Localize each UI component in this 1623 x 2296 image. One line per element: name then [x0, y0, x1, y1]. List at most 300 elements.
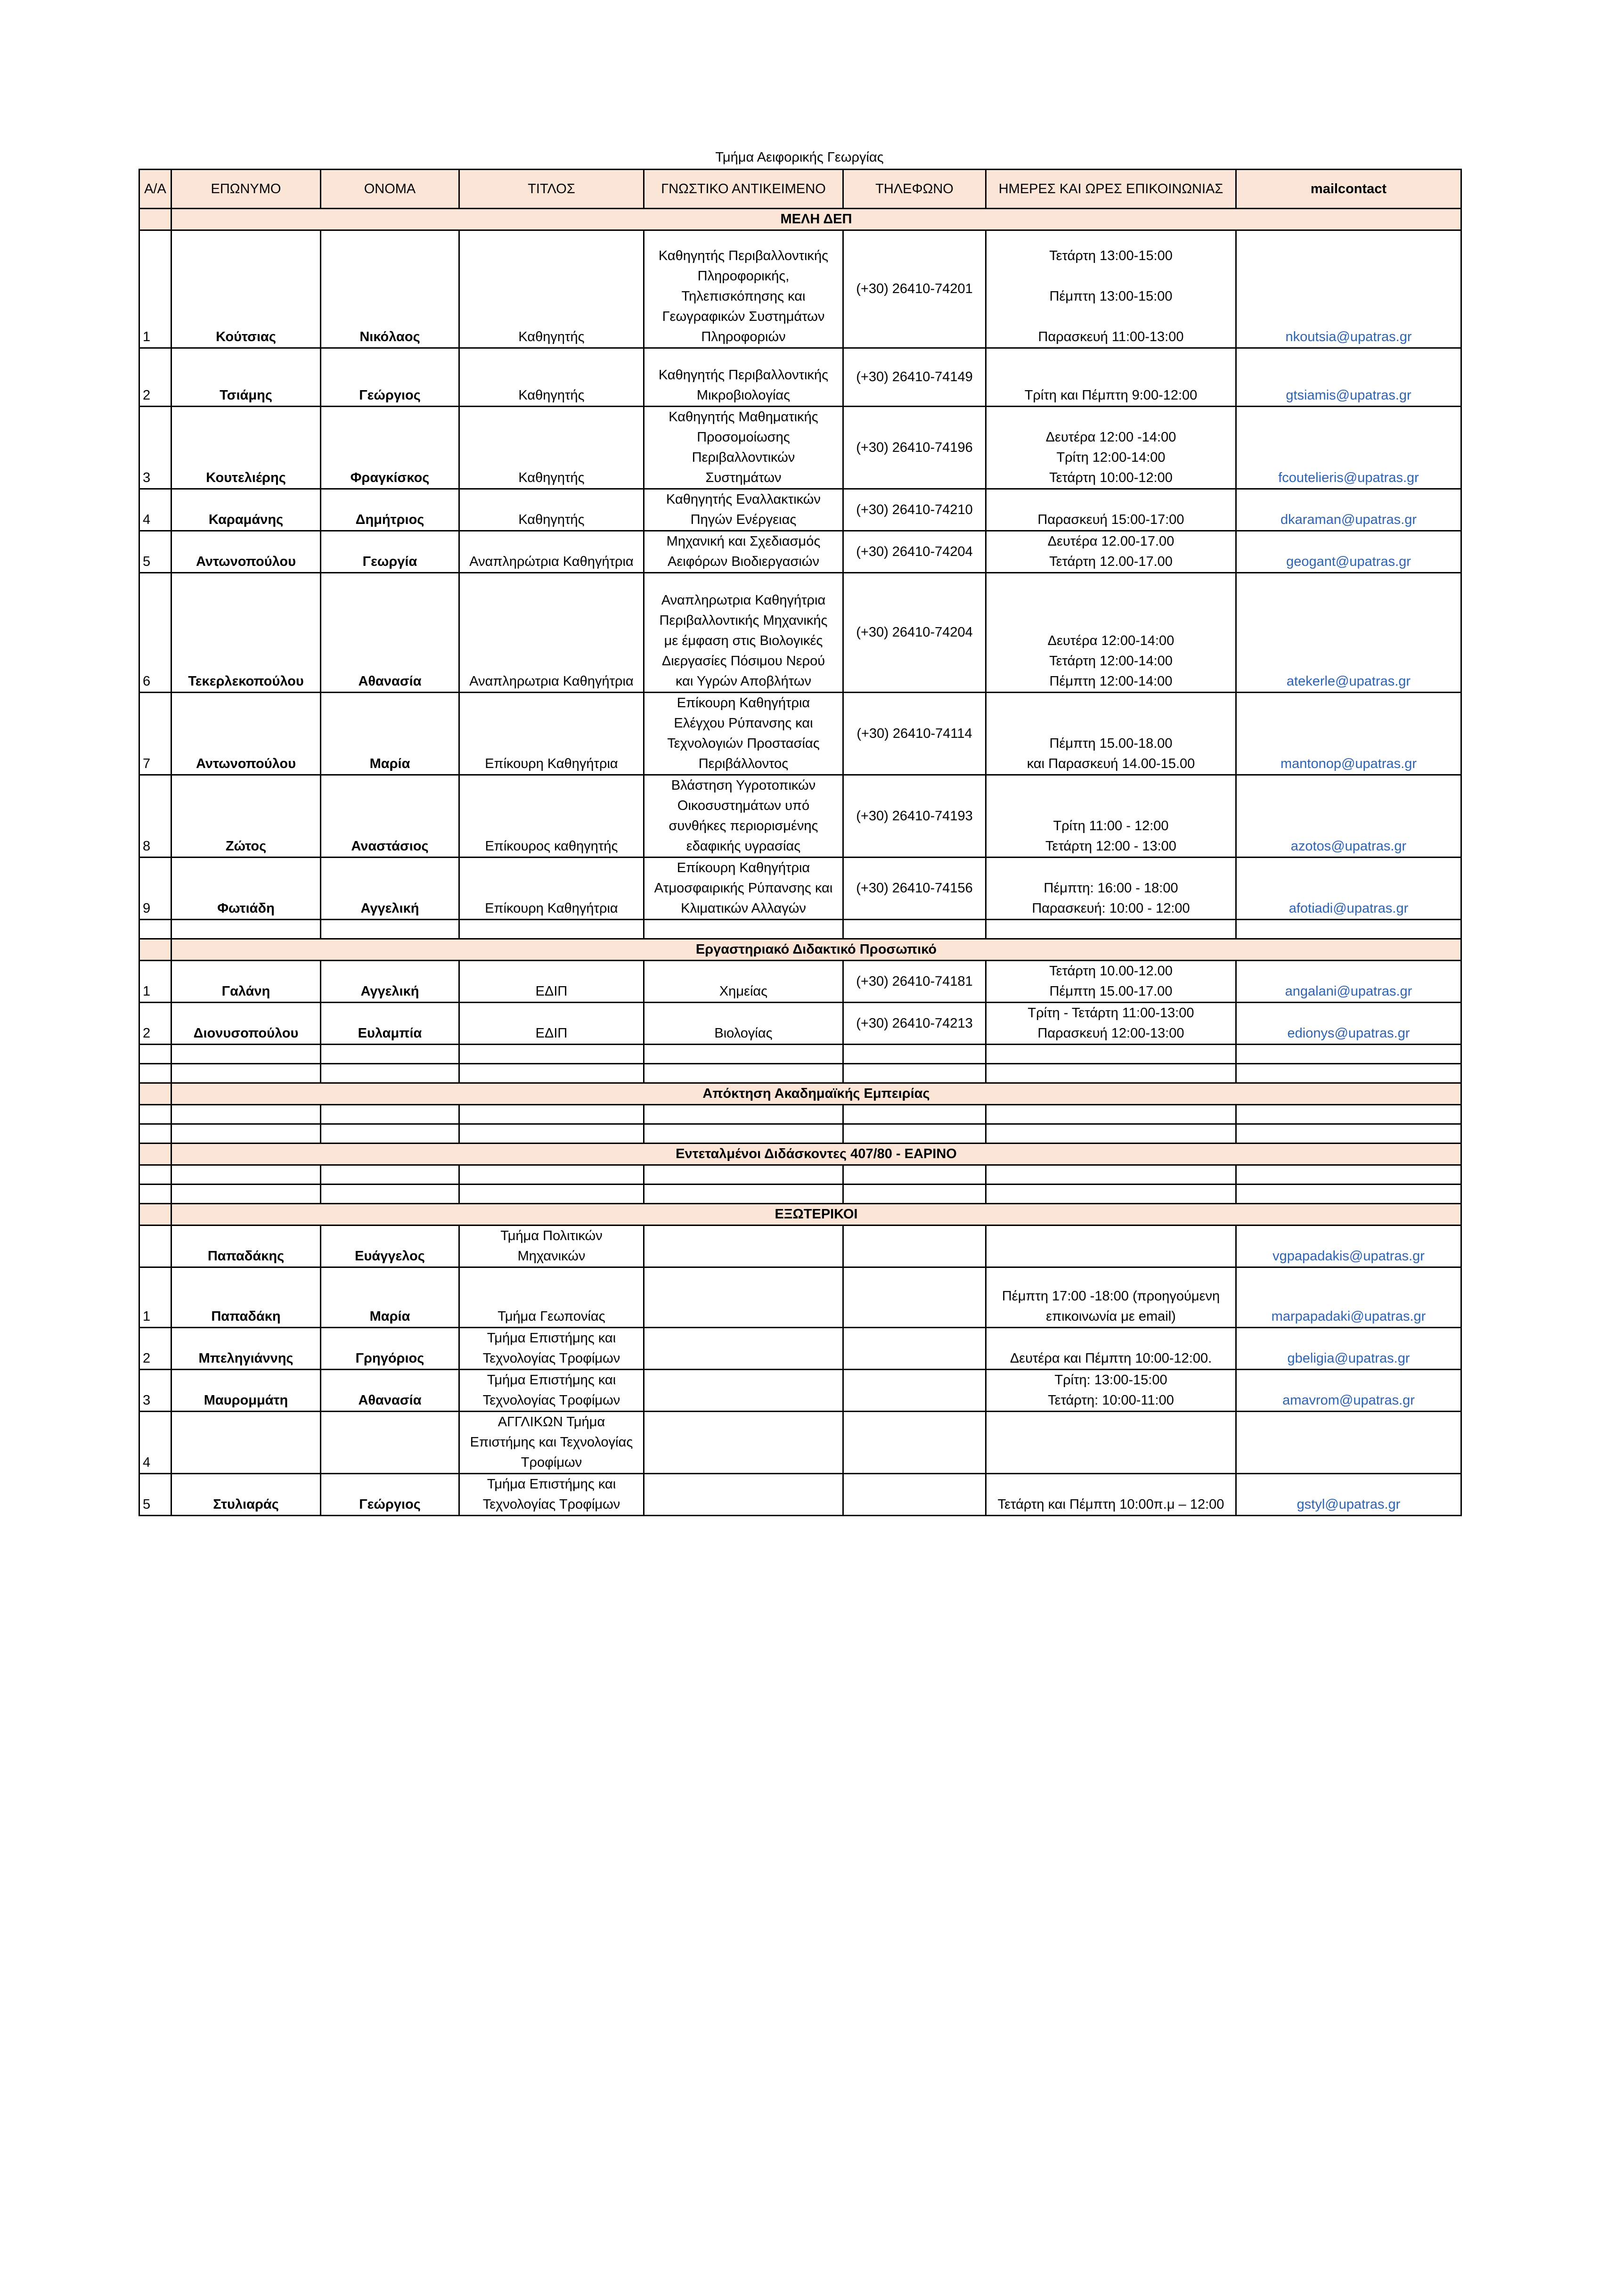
surname-cell — [171, 1412, 321, 1474]
email-link[interactable]: edionys@upatras.gr — [1236, 1003, 1461, 1045]
hours-cell — [986, 531, 1236, 573]
row-number: 3 — [139, 1370, 171, 1412]
table-row — [139, 961, 1461, 1003]
hours-cell — [986, 693, 1236, 775]
empty-cell — [459, 1064, 644, 1083]
table-row — [139, 775, 1461, 858]
subject-cell-line: με έμφαση στις Βιολογικές — [664, 633, 823, 648]
email-link[interactable]: vgpapadakis@upatras.gr — [1236, 1226, 1461, 1267]
subject-cell — [644, 230, 843, 348]
subject-cell-line: Μικροβιολογίας — [696, 388, 791, 403]
empty-cell — [986, 920, 1236, 939]
table-row — [139, 531, 1461, 573]
title-cell: Επίκουρη Καθηγήτρια — [459, 693, 644, 775]
hours-cell — [986, 348, 1236, 407]
subject-cell — [644, 1003, 843, 1045]
subject-cell — [644, 407, 843, 489]
subject-cell — [644, 961, 843, 1003]
surname-cell: Διονυσοπούλου — [171, 1003, 321, 1045]
empty-cell — [139, 920, 171, 939]
section-row — [139, 939, 1461, 961]
row-number: 5 — [139, 1474, 171, 1516]
row-number: 1 — [139, 230, 171, 348]
hours-cell — [986, 489, 1236, 531]
table-row — [139, 1370, 1461, 1412]
empty-cell — [986, 1045, 1236, 1064]
title-cell: ΕΔΙΠ — [459, 1003, 644, 1045]
table-row — [139, 1474, 1461, 1516]
hours-cell-line: Τετάρτη 12:00-14:00 — [1049, 654, 1173, 669]
name-cell: Αγγελική — [321, 858, 459, 920]
hours-cell-line: Τρίτη 11:00 - 12:00 — [1053, 818, 1169, 833]
title-cell-line: Τμήμα Επιστήμης και — [487, 1477, 616, 1492]
row-number: 6 — [139, 573, 171, 693]
phone-cell: (+30) 26410-74210 — [843, 489, 986, 531]
hours-cell — [986, 1370, 1236, 1412]
hours-cell-line: Παρασκευή 12:00-13:00 — [1037, 1026, 1184, 1041]
hours-cell — [986, 1474, 1236, 1516]
subject-cell-line: Ατμοσφαιρικής Ρύπανσης και — [654, 881, 833, 896]
title-cell: Επίκουρη Καθηγήτρια — [459, 858, 644, 920]
section-spacer — [139, 1144, 171, 1165]
empty-cell — [321, 1165, 459, 1185]
name-cell: Δημήτριος — [321, 489, 459, 531]
empty-row — [139, 1105, 1461, 1124]
empty-cell — [139, 1185, 171, 1204]
empty-cell — [321, 1185, 459, 1204]
title-cell — [459, 1226, 644, 1267]
phone-cell: (+30) 26410-74201 — [843, 230, 986, 348]
phone-cell — [843, 1474, 986, 1516]
hours-cell-line: Πέμπτη 15.00-18.00 — [1049, 736, 1173, 751]
hours-cell-line: Τετάρτη 10:00-12:00 — [1049, 470, 1173, 485]
title-cell-line: ΑΓΓΛΙΚΩΝ Τμήμα — [498, 1414, 605, 1430]
email-link[interactable]: geogant@upatras.gr — [1236, 531, 1461, 573]
hours-cell-line: Τρίτη 12:00-14:00 — [1056, 450, 1166, 465]
subject-cell-line: Διεργασίες Πόσιμου Νερού — [661, 654, 825, 669]
subject-cell — [644, 858, 843, 920]
hours-cell-line: Παρασκευή: 10:00 - 12:00 — [1032, 901, 1190, 916]
subject-cell-line: και Υγρών Αποβλήτων — [675, 674, 811, 689]
subject-cell-line: εδαφικής υγρασίας — [686, 839, 801, 854]
empty-cell — [459, 1165, 644, 1185]
title-cell — [459, 1412, 644, 1474]
empty-cell — [321, 920, 459, 939]
table-row — [139, 489, 1461, 531]
hours-cell-line: Πέμπτη 17:00 -18:00 (προηγούμενη — [1002, 1289, 1220, 1304]
surname-cell: Τσιάμης — [171, 348, 321, 407]
email-link[interactable]: fcoutelieris@upatras.gr — [1236, 407, 1461, 489]
empty-cell — [1236, 1105, 1461, 1124]
row-number: 2 — [139, 1003, 171, 1045]
phone-cell: (+30) 26410-74204 — [843, 573, 986, 693]
hours-cell — [986, 1267, 1236, 1328]
row-number: 2 — [139, 1328, 171, 1370]
email-link[interactable]: afotiadi@upatras.gr — [1236, 858, 1461, 920]
section-spacer — [139, 1204, 171, 1226]
surname-cell: Μπεληγιάννης — [171, 1328, 321, 1370]
hours-cell-line: Δευτέρα 12:00-14:00 — [1047, 633, 1174, 648]
subject-cell-line: Προσομοίωσης — [697, 430, 790, 445]
subject-cell-line: Τεχνολογιών Προστασίας — [667, 736, 820, 751]
header-cell: ΟΝΟΜΑ — [321, 170, 459, 209]
empty-cell — [1236, 920, 1461, 939]
empty-cell — [1236, 1165, 1461, 1185]
section-row — [139, 1083, 1461, 1105]
name-cell: Αναστάσιος — [321, 775, 459, 858]
subject-cell-line: Πληροφορικής, — [697, 269, 790, 284]
empty-row — [139, 1064, 1461, 1083]
section-title: Εργαστηριακό Διδακτικό Προσωπικό — [171, 939, 1461, 961]
surname-cell: Παπαδάκη — [171, 1267, 321, 1328]
surname-cell: Γαλάνη — [171, 961, 321, 1003]
title-cell: Επίκουρος καθηγητής — [459, 775, 644, 858]
table-row — [139, 1267, 1461, 1328]
subject-cell — [644, 1474, 843, 1516]
section-spacer — [139, 209, 171, 230]
phone-cell: (+30) 26410-74193 — [843, 775, 986, 858]
section-title: ΕΞΩΤΕΡΙΚΟΙ — [171, 1204, 1461, 1226]
name-cell: Φραγκίσκος — [321, 407, 459, 489]
name-cell — [321, 1412, 459, 1474]
name-cell: Ευλαμπία — [321, 1003, 459, 1045]
empty-cell — [843, 1124, 986, 1144]
subject-cell-line: Κλιματικών Αλλαγών — [681, 901, 806, 916]
empty-cell — [986, 1185, 1236, 1204]
subject-cell — [644, 1267, 843, 1328]
email-link[interactable]: nkoutsia@upatras.gr — [1236, 230, 1461, 348]
row-number — [139, 1226, 171, 1267]
title-cell-line: Τμήμα Πολιτικών — [500, 1228, 603, 1243]
header-cell: ΓΝΩΣΤΙΚΟ ΑΝΤΙΚΕΙΜΕΝΟ — [644, 170, 843, 209]
table-row — [139, 573, 1461, 693]
email-link[interactable]: gbeligia@upatras.gr — [1236, 1328, 1461, 1370]
empty-cell — [139, 1105, 171, 1124]
empty-row — [139, 1124, 1461, 1144]
header-cell: ΕΠΩΝΥΜΟ — [171, 170, 321, 209]
header-cell: ΗΜΕΡΕΣ ΚΑΙ ΩΡΕΣ ΕΠΙΚΟΙΝΩΝΙΑΣ — [986, 170, 1236, 209]
empty-cell — [139, 1165, 171, 1185]
empty-cell — [459, 1185, 644, 1204]
email-link[interactable]: marpapadaki@upatras.gr — [1236, 1267, 1461, 1328]
empty-cell — [843, 1165, 986, 1185]
row-number: 3 — [139, 407, 171, 489]
surname-cell: Στυλιαράς — [171, 1474, 321, 1516]
email-link[interactable]: gstyl@upatras.gr — [1236, 1474, 1461, 1516]
title-cell — [459, 1267, 644, 1328]
section-title: Εντεταλμένοι Διδάσκοντες 407/80 - ΕΑΡΙΝΟ — [171, 1144, 1461, 1165]
title-cell-line: Τμήμα Επιστήμης και — [487, 1373, 616, 1388]
table-row — [139, 407, 1461, 489]
table-row — [139, 1328, 1461, 1370]
surname-cell: Καραμάνης — [171, 489, 321, 531]
empty-cell — [843, 1105, 986, 1124]
subject-cell-line: Μηχανική και Σχεδιασμός — [666, 534, 821, 549]
header-cell: Α/Α — [139, 170, 171, 209]
email-link[interactable]: dkaraman@upatras.gr — [1236, 489, 1461, 531]
name-cell: Αθανασία — [321, 1370, 459, 1412]
title-cell-line: Τεχνολογίας Τροφίμων — [482, 1393, 620, 1408]
title-cell-line: Τμήμα Γεωπονίας — [498, 1309, 605, 1324]
section-spacer — [139, 1083, 171, 1105]
table-row — [139, 348, 1461, 407]
subject-cell-line: Αναπληρωτρια Καθηγήτρια — [661, 593, 826, 608]
hours-cell-line: Δευτέρα 12:00 -14:00 — [1045, 430, 1176, 445]
title-cell — [459, 1474, 644, 1516]
subject-cell-line: Βιολογίας — [714, 1026, 773, 1041]
surname-cell: Μαυρομμάτη — [171, 1370, 321, 1412]
section-row — [139, 1144, 1461, 1165]
phone-cell — [843, 1328, 986, 1370]
email-link — [1236, 1412, 1461, 1474]
empty-cell — [321, 1124, 459, 1144]
hours-cell-line: Τρίτη - Τετάρτη 11:00-13:00 — [1028, 1005, 1194, 1021]
empty-cell — [321, 1045, 459, 1064]
phone-cell: (+30) 26410-74213 — [843, 1003, 986, 1045]
hours-cell-line: και Παρασκευή 14.00-15.00 — [1027, 756, 1195, 771]
title-cell-line: Μηχανικών — [517, 1249, 586, 1264]
surname-cell: Κούτσιας — [171, 230, 321, 348]
title-cell: Καθηγητής — [459, 348, 644, 407]
empty-cell — [459, 1124, 644, 1144]
surname-cell: Παπαδάκης — [171, 1226, 321, 1267]
name-cell: Μαρία — [321, 1267, 459, 1328]
subject-cell-line: Πληροφοριών — [701, 329, 786, 344]
subject-cell-line: Καθηγητής Περιβαλλοντικής — [658, 368, 829, 383]
empty-cell — [843, 1064, 986, 1083]
name-cell: Αγγελική — [321, 961, 459, 1003]
page-title: Τμήμα Αειφορικής Γεωργίας — [715, 150, 884, 165]
hours-cell-line: Παρασκευή 15:00-17:00 — [1037, 512, 1184, 527]
subject-cell-line: Αειφόρων Βιοδιεργασιών — [667, 554, 820, 569]
hours-cell — [986, 775, 1236, 858]
phone-cell: (+30) 26410-74196 — [843, 407, 986, 489]
section-title: Απόκτηση Ακαδημαϊκής Εμπειρίας — [171, 1083, 1461, 1105]
subject-cell — [644, 1226, 843, 1267]
empty-cell — [1236, 1064, 1461, 1083]
subject-cell-line: Επίκουρη Καθηγήτρια — [677, 695, 810, 711]
phone-cell — [843, 1370, 986, 1412]
subject-cell-line: Καθηγητής Περιβαλλοντικής — [658, 248, 829, 263]
empty-row — [139, 920, 1461, 939]
empty-cell — [986, 1165, 1236, 1185]
phone-cell: (+30) 26410-74156 — [843, 858, 986, 920]
phone-cell — [843, 1226, 986, 1267]
title-cell: Καθηγητής — [459, 407, 644, 489]
empty-cell — [171, 1165, 321, 1185]
section-spacer — [139, 939, 171, 961]
empty-cell — [1236, 1124, 1461, 1144]
hours-cell-line: Τρίτη και Πέμπτη 9:00-12:00 — [1024, 388, 1198, 403]
title-cell-line: Τεχνολογίας Τροφίμων — [482, 1497, 620, 1512]
table-row — [139, 230, 1461, 348]
empty-row — [139, 1185, 1461, 1204]
name-cell: Ευάγγελος — [321, 1226, 459, 1267]
hours-cell-line: Τετάρτη 13:00-15:00 — [1049, 248, 1173, 263]
email-link[interactable]: angalani@upatras.gr — [1236, 961, 1461, 1003]
subject-cell-line: Ελέγχου Ρύπανσης και — [674, 716, 813, 731]
empty-cell — [843, 1185, 986, 1204]
empty-row — [139, 1045, 1461, 1064]
empty-cell — [644, 920, 843, 939]
name-cell: Νικόλαος — [321, 230, 459, 348]
empty-cell — [1236, 1185, 1461, 1204]
row-number: 1 — [139, 961, 171, 1003]
phone-cell: (+30) 26410-74114 — [843, 693, 986, 775]
section-title: ΜΕΛΗ ΔΕΠ — [171, 209, 1461, 230]
subject-cell-line: Βλάστηση Υγροτοπικών — [671, 778, 816, 793]
row-number: 8 — [139, 775, 171, 858]
empty-cell — [843, 1045, 986, 1064]
empty-cell — [1236, 1045, 1461, 1064]
empty-cell — [644, 1124, 843, 1144]
hours-cell-line: Δευτέρα και Πέμπτη 10:00-12:00. — [1010, 1351, 1212, 1366]
email-link[interactable]: amavrom@upatras.gr — [1236, 1370, 1461, 1412]
hours-cell — [986, 1412, 1236, 1474]
row-number: 7 — [139, 693, 171, 775]
header-cell: ΤΙΤΛΟΣ — [459, 170, 644, 209]
subject-cell — [644, 1412, 843, 1474]
title-cell — [459, 1370, 644, 1412]
subject-cell-line: συνθήκες περιορισμένης — [669, 818, 818, 833]
title-cell: Καθηγητής — [459, 230, 644, 348]
subject-cell — [644, 489, 843, 531]
subject-cell — [644, 775, 843, 858]
subject-cell-line: Περιβαλλοντικών — [692, 450, 795, 465]
phone-cell: (+30) 26410-74149 — [843, 348, 986, 407]
email-link[interactable]: gtsiamis@upatras.gr — [1236, 348, 1461, 407]
hours-cell — [986, 1003, 1236, 1045]
empty-cell — [986, 1064, 1236, 1083]
empty-cell — [171, 1185, 321, 1204]
subject-cell — [644, 531, 843, 573]
hours-cell-line: Πέμπτη: 16:00 - 18:00 — [1044, 881, 1178, 896]
table-row — [139, 1226, 1461, 1267]
subject-cell — [644, 1370, 843, 1412]
hours-cell-line: Πέμπτη 13:00-15:00 — [1049, 289, 1173, 304]
empty-cell — [321, 1064, 459, 1083]
row-number: 2 — [139, 348, 171, 407]
surname-cell: Αντωνοπούλου — [171, 531, 321, 573]
subject-cell-line: Χημείας — [719, 984, 768, 999]
empty-cell — [171, 920, 321, 939]
table-row — [139, 1412, 1461, 1474]
table-row — [139, 858, 1461, 920]
name-cell: Γεώργιος — [321, 348, 459, 407]
hours-cell — [986, 230, 1236, 348]
subject-cell-line: Τηλεπισκόπησης και — [681, 289, 806, 304]
hours-cell-line: Δευτέρα 12.00-17.00 — [1047, 534, 1174, 549]
name-cell: Αθανασία — [321, 573, 459, 693]
subject-cell — [644, 573, 843, 693]
hours-cell-line: Τετάρτη 12:00 - 13:00 — [1045, 839, 1176, 854]
hours-cell — [986, 1226, 1236, 1267]
title-cell: Αναπληρώτρια Καθηγήτρια — [459, 531, 644, 573]
hours-cell — [986, 1328, 1236, 1370]
empty-cell — [843, 920, 986, 939]
empty-cell — [171, 1045, 321, 1064]
empty-cell — [986, 1124, 1236, 1144]
surname-cell: Αντωνοπούλου — [171, 693, 321, 775]
surname-cell: Τεκερλεκοπούλου — [171, 573, 321, 693]
hours-cell-line: Τετάρτη 10.00-12.00 — [1049, 964, 1173, 979]
hours-cell-line: Πέμπτη 15.00-17.00 — [1049, 984, 1173, 999]
title-cell: Καθηγητής — [459, 489, 644, 531]
table-row — [139, 693, 1461, 775]
row-number: 4 — [139, 489, 171, 531]
row-number: 9 — [139, 858, 171, 920]
email-link[interactable]: mantonop@upatras.gr — [1236, 693, 1461, 775]
email-link[interactable]: atekerle@upatras.gr — [1236, 573, 1461, 693]
hours-cell — [986, 961, 1236, 1003]
subject-cell-line: Γεωγραφικών Συστημάτων — [662, 309, 825, 324]
subject-cell-line: Περιβάλλοντος — [698, 756, 789, 771]
name-cell: Γεωργία — [321, 531, 459, 573]
empty-cell — [139, 1045, 171, 1064]
hours-cell-line: Τετάρτη: 10:00-11:00 — [1048, 1393, 1174, 1408]
hours-cell-line: Τετάρτη και Πέμπτη 10:00π.μ – 12:00 — [997, 1497, 1224, 1512]
phone-cell: (+30) 26410-74204 — [843, 531, 986, 573]
empty-cell — [139, 1064, 171, 1083]
hours-cell — [986, 573, 1236, 693]
title-cell: Αναπληρωτρια Καθηγήτρια — [459, 573, 644, 693]
surname-cell: Κουτελιέρης — [171, 407, 321, 489]
empty-cell — [644, 1064, 843, 1083]
row-number: 1 — [139, 1267, 171, 1328]
hours-cell — [986, 407, 1236, 489]
title-cell-line: Τμήμα Επιστήμης και — [487, 1331, 616, 1346]
title-cell — [459, 1328, 644, 1370]
title-cell-line: Τροφίμων — [521, 1455, 582, 1470]
subject-cell — [644, 1328, 843, 1370]
empty-row — [139, 1165, 1461, 1185]
empty-cell — [644, 1165, 843, 1185]
subject-cell-line: Πηγών Ενέργειας — [690, 512, 797, 527]
title-cell-line: Τεχνολογίας Τροφίμων — [482, 1351, 620, 1366]
hours-cell-line: Τρίτη: 13:00-15:00 — [1054, 1373, 1167, 1388]
section-row — [139, 209, 1461, 230]
hours-cell-line: Πέμπτη 12:00-14:00 — [1049, 674, 1173, 689]
header-cell: mailcontact — [1236, 170, 1461, 209]
subject-cell-line: Καθηγητής Μαθηματικής — [669, 409, 818, 425]
empty-cell — [644, 1185, 843, 1204]
title-cell-line: Επιστήμης και Τεχνολογίας — [470, 1435, 633, 1450]
empty-cell — [459, 1105, 644, 1124]
surname-cell: Ζώτος — [171, 775, 321, 858]
empty-cell — [171, 1064, 321, 1083]
empty-cell — [986, 1105, 1236, 1124]
hours-cell-line — [989, 266, 1232, 286]
email-link[interactable]: azotos@upatras.gr — [1236, 775, 1461, 858]
header-cell: ΤΗΛΕΦΩΝΟ — [843, 170, 986, 209]
staff-table — [139, 169, 1462, 1516]
empty-cell — [171, 1105, 321, 1124]
name-cell: Γρηγόριος — [321, 1328, 459, 1370]
table-row — [139, 1003, 1461, 1045]
name-cell: Μαρία — [321, 693, 459, 775]
hours-cell — [986, 858, 1236, 920]
hours-cell-line: επικοινωνία με email) — [1046, 1309, 1176, 1324]
subject-cell-line: Επίκουρη Καθηγήτρια — [677, 860, 810, 875]
subject-cell-line: Συστημάτων — [705, 470, 782, 485]
empty-cell — [321, 1105, 459, 1124]
hours-cell-line — [989, 307, 1232, 327]
subject-cell-line: Καθηγητής Εναλλακτικών — [666, 492, 821, 507]
hours-cell-line: Παρασκευή 11:00-13:00 — [1038, 329, 1184, 344]
phone-cell — [843, 1412, 986, 1474]
subject-cell-line: Περιβαλλοντικής Μηχανικής — [659, 613, 828, 628]
empty-cell — [171, 1124, 321, 1144]
